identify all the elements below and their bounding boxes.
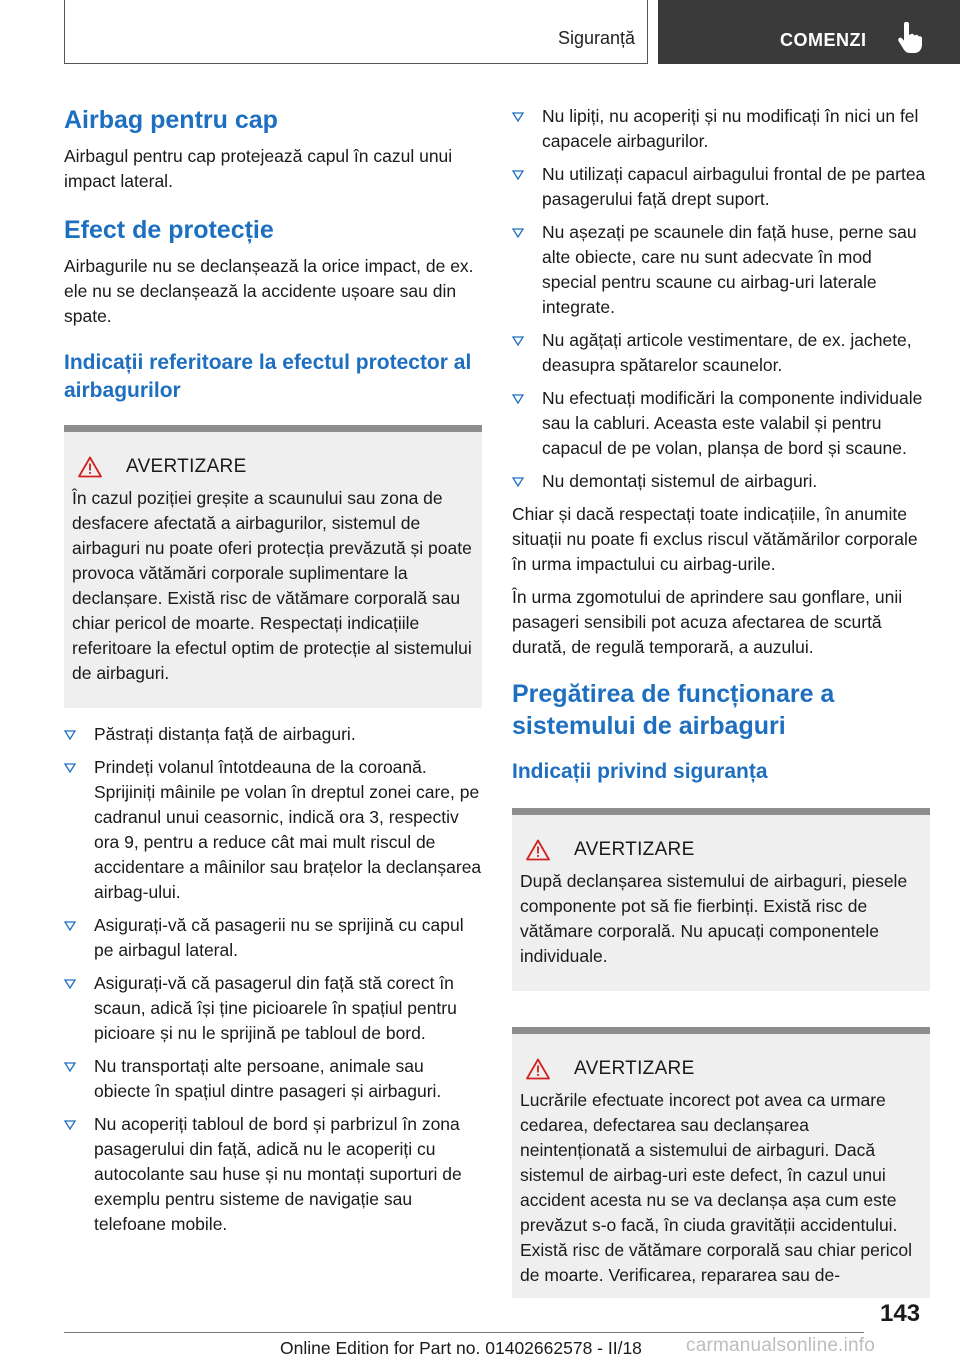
hand-pointer-icon [896, 22, 922, 54]
heading-airbag-cap: Airbag pentru cap [64, 106, 278, 134]
list-item: Nu lipiți, nu acoperiți și nu modificați în nici un fel capacele airbagurilor. [512, 104, 930, 154]
right-column [512, 100, 930, 1298]
heading-indicatii-siguranta: Indicații privind siguranța [512, 760, 768, 783]
left-column [64, 100, 482, 1245]
warning-triangle-icon [526, 1058, 550, 1080]
warning-text: Lucrările efectuate incorect pot avea ca urmare cedarea, defectarea sau declanșarea neintenționată a sistemului de airbaguri. Dacă sistemul de airbag-uri este defect, în cazul unui accident acesta nu se va declanșa așa cum este prevăzut s-o facă, în ciuda gravității accidentului. Există risc de vătămare corporală sau chiar pericol de moarte. Verificarea, repararea sau de- [520, 1090, 912, 1285]
warning-text: După declanșarea sistemului de airbaguri, piesele componente pot să fie fierbinți. Există risc de vătămare corporală. Nu apucați componentele individuale. [520, 871, 908, 966]
section-tab-label: Siguranță [557, 28, 635, 48]
list-item: Nu demontați sistemul de airbaguri. [512, 469, 930, 494]
footer-divider [64, 1332, 864, 1333]
bullet-list [64, 722, 482, 1237]
bullet-list [512, 104, 930, 494]
triangle-bullet-icon [64, 730, 76, 740]
list-item: Nu agățați articole vestimentare, de ex. jachete, deasupra spătarelor scaunelor. [512, 328, 930, 378]
triangle-bullet-icon [64, 1062, 76, 1072]
paragraph-zgomot: În urma zgomotului de aprindere sau gonflare, unii pasageri sensibili pot acuza afectarea de scurtă durată, de regulă temporară, a auzului. [512, 587, 903, 657]
watermark-logo: carmanualsonline.info [686, 1335, 876, 1356]
warning-title: AVERTIZARE [126, 456, 247, 477]
triangle-bullet-icon [64, 763, 76, 773]
warning-title: AVERTIZARE [574, 1058, 695, 1079]
warning-triangle-icon [78, 456, 102, 478]
warning-triangle-icon [526, 839, 550, 861]
triangle-bullet-icon [512, 228, 524, 238]
triangle-bullet-icon [512, 336, 524, 346]
section-tab [64, 0, 648, 64]
warning-box [512, 808, 930, 991]
list-item: Nu transportați alte persoane, animale sau obiecte în spațiul dintre pasageri și airbaguri. [64, 1054, 482, 1104]
list-item: Nu utilizați capacul airbagului frontal de pe partea pasagerului față drept suport. [512, 162, 930, 212]
list-item: Nu așezați pe scaunele din față huse, perne sau alte obiecte, care nu sunt adecvate în mod special pentru scaune cu airbag-uri laterale integrate. [512, 220, 930, 320]
triangle-bullet-icon [64, 979, 76, 989]
triangle-bullet-icon [512, 112, 524, 122]
triangle-bullet-icon [512, 477, 524, 487]
list-item: Prindeți volanul întotdeauna de la coroană. Sprijiniți mâinile pe volan în dreptul zonei care, pe cadranul unui ceasornic, indică ora 3, respectiv ora 9, pentru a reduce cât mai mult riscul de accidentare a mâinilor sau brațelor la declanșarea airbag-ului. [64, 755, 482, 905]
triangle-bullet-icon [64, 921, 76, 931]
page-number: 143 [880, 1300, 921, 1327]
chapter-tab [658, 0, 960, 64]
paragraph-airbag-cap: Airbagul pentru cap protejează capul în cazul unui impact lateral. [64, 146, 453, 191]
paragraph-efect-protectie: Airbagurile nu se declanșează la orice impact, de ex. ele nu se declanșează la accidente ușoare sau din spate. [64, 256, 474, 326]
list-item: Nu acoperiți tabloul de bord și parbrizul în zona pasagerului din față, adică nu le acoperiți cu autocolante sau huse și nu montați suporturi de exemplu pentru sisteme de navigație sau telefoane mobile. [64, 1112, 482, 1237]
list-item: Asigurați-vă că pasagerii nu se sprijină cu capul pe airbagul lateral. [64, 913, 482, 963]
heading-efect-protectie: Efect de protecție [64, 216, 274, 244]
triangle-bullet-icon [512, 394, 524, 404]
list-item: Nu efectuați modificări la componente individuale sau la cabluri. Aceasta este valabil și pentru capacul de pe volan, planșa de bord și scaune. [512, 386, 930, 461]
chapter-tab-label: COMENZI [780, 30, 867, 50]
triangle-bullet-icon [512, 170, 524, 180]
list-item: Păstrați distanța față de airbaguri. [64, 722, 482, 747]
heading-pregatirea: Pregătirea de funcționare a sistemului de airbaguri [512, 680, 835, 740]
heading-indicatii-efect: Indicații referitoare la efectul protector al airbagurilor [64, 351, 472, 402]
paragraph-chiar: Chiar și dacă respectați toate indicațiile, în anumite situații nu poate fi exclus riscul vătămărilor corporale în urma impactului cu airbag-urile. [512, 504, 918, 574]
list-item: Asigurați-vă că pasagerul din față stă corect în scaun, adică își ține picioarele în spațiul pentru picioare și nu le sprijină pe tabloul de bord. [64, 971, 482, 1046]
footer-edition: Online Edition for Part no. 01402662578 - II/18 [280, 1338, 642, 1358]
warning-box [512, 1027, 930, 1298]
triangle-bullet-icon [64, 1120, 76, 1130]
warning-box [64, 425, 482, 708]
warning-title: AVERTIZARE [574, 839, 695, 860]
warning-text: În cazul poziției greșite a scaunului sau zona de desfacere afectată a airbagurilor, sistemul de airbaguri nu poate oferi protecția prevăzută și poate provoca vătămări corporale suplimentare la declanșare. Există risc de vătămare corporală sau chiar pericol de moarte. Respectați indicațiile referitoare la efectul optim de protecție al sistemului de airbaguri. [72, 488, 472, 683]
